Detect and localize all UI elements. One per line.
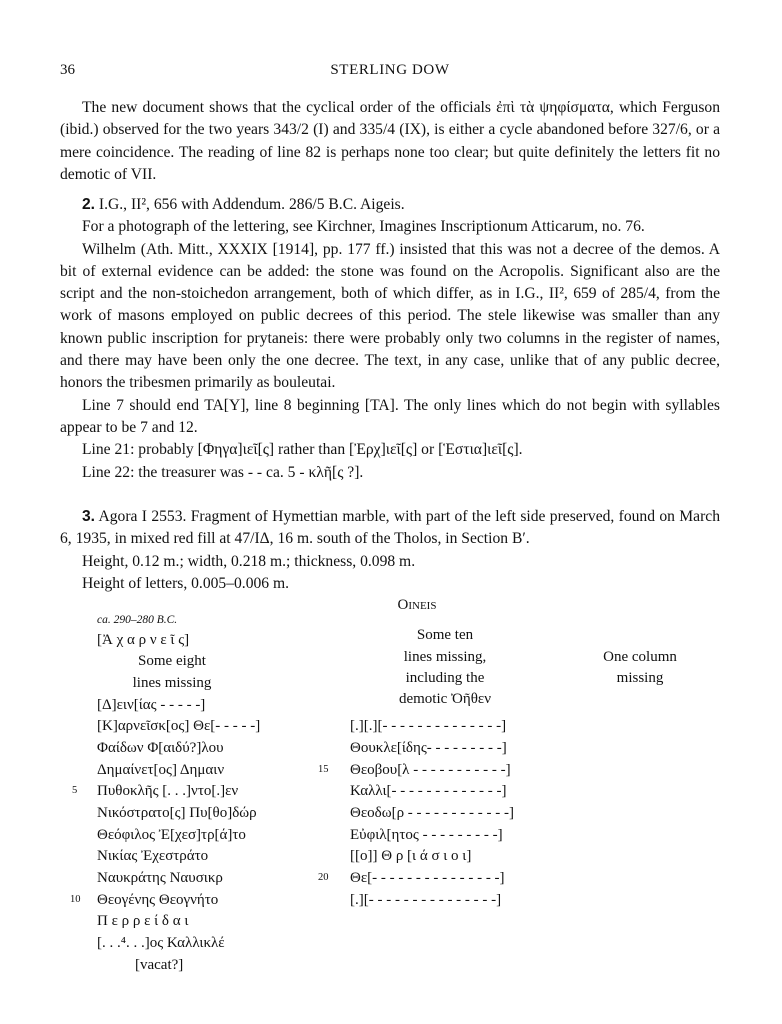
section-3 [60,506,720,595]
col1-line: Θεογένης Θεογνήτο [97,892,219,908]
column-2-heading: Oineis [397,597,437,613]
col2-line: including the [405,670,485,686]
section-3-dimensions: Height, 0.12 m.; width, 0.218 m.; thickness, 0.098 m. [82,552,416,570]
col1-line: Πυθοκλῆς [. . .]ντο[.]εν [97,783,239,799]
col1-line: Νικόστρατο[ς] Πυ[θο]δώρ [97,805,257,821]
col2-line: demotic Ὀῆθεν [398,691,492,707]
col1-line: Φαίδων Φ[αιδύ?]λου [97,740,224,756]
line-number: 15 [318,764,329,775]
section-3-letter-height: Height of letters, 0.005–0.006 m. [82,574,290,592]
col1-line: [Δ]ειν[ίας - - - - -] [97,697,206,713]
section-3-number: 3. [82,508,96,525]
intro-paragraph: The new document shows that the cyclical order of the officials ἐπὶ τὰ ψηφίσματα, which Ferguson (ibid.) observed for the two years 343/2 (I) and 335/4 (IX), is either a cycle abandoned before 327/6, or a mere coincidence. The reading of line 82 is perhaps none too clear; but quite definitely the letters fit no demotic of VII. [60,99,720,183]
col3-line: missing [616,670,664,686]
col2-line: [[ο]] Θ ρ [ι ά σ ι ο ι] [350,848,472,864]
col2-line: Θεοβου[λ - - - - - - - - - - -] [350,762,511,778]
running-title: STERLING DOW [330,62,450,78]
line-number: 10 [70,894,81,905]
line-number: 5 [72,785,78,796]
col1-line: Δημαίνετ[ος] Δημαιν [97,762,225,778]
inscription-date: ca. 290–280 B.C. [97,614,178,626]
col2-line: lines missing, [403,649,487,665]
section-3-heading [60,506,720,551]
section-2-line-note: Line 7 should end TA[Y], line 8 beginning [TA]. The only lines which do not begin with syllables appear to be 7 and 12. [60,396,720,436]
col1-line: [vacat?] [135,957,184,973]
section-2 [60,194,720,484]
col2-line: Θουκλε[ίδης- - - - - - - - -] [350,740,507,756]
col1-line: Π ε ρ ρ ε ί δ α ι [97,913,189,929]
col2-line: Εὐφιλ[ητος - - - - - - - - -] [350,827,503,843]
col1-line: Some eight [138,653,206,669]
col1-line: Νικίας Ἐχεστράτο [97,848,209,864]
running-header [60,62,720,84]
section-2-line-22: Line 22: the treasurer was - - ca. 5 - κλῆ[ς ?]. [82,463,364,481]
section-2-photo-note: For a photograph of the lettering, see Kirchner, Imagines Inscriptionum Atticarum, no. 76. [82,218,645,236]
col2-line: Θε[- - - - - - - - - - - - - - -] [350,870,505,886]
page-number: 36 [60,62,75,78]
section-2-discussion: Wilhelm (Ath. Mitt., XXXIX [1914], pp. 177 ff.) insisted that this was not a decree of the demos. A bit of external evidence can be added: the stone was found on the Acropolis. Significant also are the script and the non-stoichedon arrangement, both of which differ, as in I.G., II², 659 of 285/4, from the work of masons employed on public decrees of this period. The stele likewise was smaller than any known public inscription for prytaneis: there were probably only two columns in the register of names, and there may have been only the one decree. The text, in any case, unlike that of any public decree, honors the tribesmen primarily as bouleutai. [60,240,720,392]
section-2-heading-text: I.G., II², 656 with Addendum. 286/5 B.C. Aigeis. [98,196,405,213]
col2-line: [.][- - - - - - - - - - - - - - -] [350,892,502,908]
col1-line: lines missing [132,675,212,691]
col3-line: One column [603,649,677,665]
col2-line: [.][.][- - - - - - - - - - - - - -] [350,718,507,734]
section-2-line-21: Line 21: probably [Φηγα]ιεῖ[ς] rather than [Ἐρχ]ιεῖ[ς] or [Ἑστια]ιεῖ[ς]. [82,441,523,459]
col1-line: [Κ]αρνεῖσκ[ος] Θε[- - - - -] [97,718,261,734]
col1-line: [. . .⁴. . .]ος Καλλικλέ [97,935,225,951]
col1-line: Ναυκράτης Ναυσικρ [97,870,223,886]
section-3-heading-text: Agora I 2553. Fragment of Hymettian marble, with part of the left side preserved, found on March 6, 1935, in mixed red fill at 47/ΙΔ, 16 m. south of the Tholos, in Section Β′. [60,508,720,548]
col1-line: Θεόφιλος Ἐ[χεσ]τρ[ά]το [97,827,246,843]
line-number: 20 [318,872,329,883]
col2-line: Καλλι[- - - - - - - - - - - - -] [350,783,507,799]
col2-line: Θεοδω[ρ - - - - - - - - - - - -] [350,805,514,821]
intro-paragraph-block [60,97,720,186]
col2-line: Some ten [416,627,474,643]
section-2-heading [60,194,720,216]
section-2-number: 2. [82,196,96,213]
col1-line: [Ἀ χ α ρ ν ε ῖ ς] [97,632,190,648]
